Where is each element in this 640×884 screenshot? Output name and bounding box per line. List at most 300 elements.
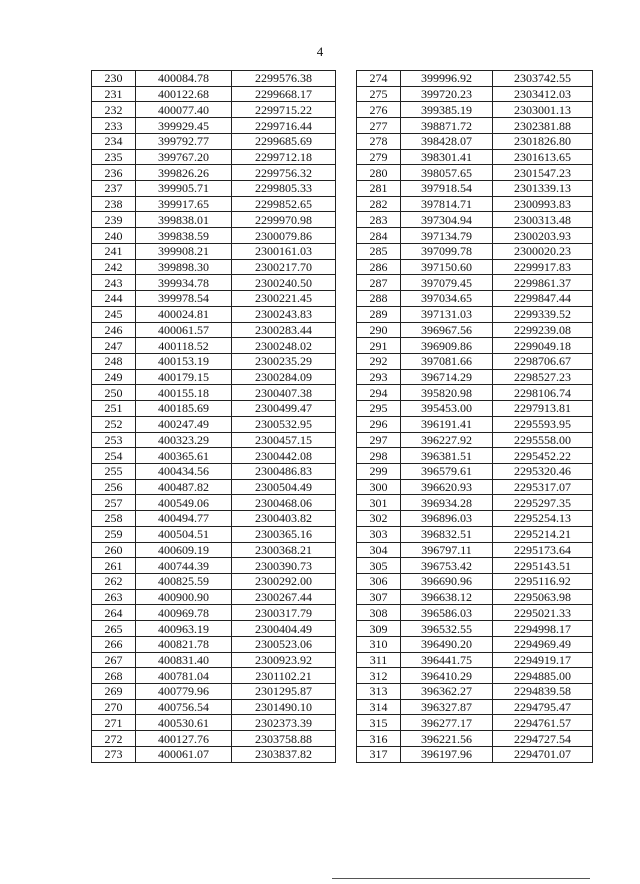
- point-number-cell: 298: [357, 448, 401, 464]
- x-coordinate-cell: 397099.78: [401, 243, 493, 259]
- y-coordinate-cell: 2295593.95: [493, 416, 593, 432]
- point-number-cell: 306: [357, 574, 401, 590]
- y-coordinate-cell: 2297913.81: [493, 401, 593, 417]
- y-coordinate-cell: 2301826.80: [493, 133, 593, 149]
- y-coordinate-cell: 2300292.00: [232, 574, 336, 590]
- y-coordinate-cell: 2299668.17: [232, 86, 336, 102]
- y-coordinate-cell: 2299861.37: [493, 275, 593, 291]
- x-coordinate-cell: 400323.29: [136, 432, 232, 448]
- x-coordinate-cell: 396690.96: [401, 574, 493, 590]
- x-coordinate-cell: 400900.90: [136, 589, 232, 605]
- x-coordinate-cell: 398057.65: [401, 165, 493, 181]
- x-coordinate-cell: 397814.71: [401, 196, 493, 212]
- y-coordinate-cell: 2295452.22: [493, 448, 593, 464]
- y-coordinate-cell: 2295214.21: [493, 526, 593, 542]
- table-row: [357, 353, 593, 369]
- table-row: [357, 196, 593, 212]
- point-number-cell: 233: [92, 118, 136, 134]
- y-coordinate-cell: 2302381.88: [493, 118, 593, 134]
- x-coordinate-cell: 400084.78: [136, 71, 232, 87]
- point-number-cell: 295: [357, 401, 401, 417]
- table-row: [92, 479, 336, 495]
- x-coordinate-cell: 396638.12: [401, 589, 493, 605]
- x-coordinate-cell: 396327.87: [401, 699, 493, 715]
- table-row: [357, 322, 593, 338]
- point-number-cell: 299: [357, 463, 401, 479]
- table-row: [357, 574, 593, 590]
- table-row: [357, 495, 593, 511]
- point-number-cell: 277: [357, 118, 401, 134]
- table-row: [357, 338, 593, 354]
- x-coordinate-cell: 396909.86: [401, 338, 493, 354]
- table-row: [92, 589, 336, 605]
- table-row: [357, 165, 593, 181]
- table-row: [357, 621, 593, 637]
- y-coordinate-cell: 2294727.54: [493, 731, 593, 747]
- y-coordinate-cell: 2300079.86: [232, 228, 336, 244]
- point-number-cell: 283: [357, 212, 401, 228]
- table-row: [357, 684, 593, 700]
- point-number-cell: 249: [92, 369, 136, 385]
- point-number-cell: 273: [92, 746, 136, 762]
- table-row: [92, 228, 336, 244]
- x-coordinate-cell: 396227.92: [401, 432, 493, 448]
- x-coordinate-cell: 400504.51: [136, 526, 232, 542]
- table-row: [92, 306, 336, 322]
- table-row: [357, 71, 593, 87]
- y-coordinate-cell: 2295254.13: [493, 511, 593, 527]
- x-coordinate-cell: 399767.20: [136, 149, 232, 165]
- x-coordinate-cell: 397081.66: [401, 353, 493, 369]
- y-coordinate-cell: 2295063.98: [493, 589, 593, 605]
- point-number-cell: 236: [92, 165, 136, 181]
- point-number-cell: 251: [92, 401, 136, 417]
- x-coordinate-cell: 400122.68: [136, 86, 232, 102]
- x-coordinate-cell: 400821.78: [136, 636, 232, 652]
- table-row: [92, 353, 336, 369]
- table-row: [357, 589, 593, 605]
- y-coordinate-cell: 2300235.29: [232, 353, 336, 369]
- x-coordinate-cell: 399908.21: [136, 243, 232, 259]
- x-coordinate-cell: 400247.49: [136, 416, 232, 432]
- point-number-cell: 255: [92, 463, 136, 479]
- x-coordinate-cell: 395453.00: [401, 401, 493, 417]
- coordinates-table-right: [356, 70, 593, 763]
- table-row: [357, 291, 593, 307]
- table-row: [92, 684, 336, 700]
- table-row: [357, 511, 593, 527]
- table-row: [357, 432, 593, 448]
- point-number-cell: 261: [92, 558, 136, 574]
- y-coordinate-cell: 2299917.83: [493, 259, 593, 275]
- point-number-cell: 230: [92, 71, 136, 87]
- y-coordinate-cell: 2294885.00: [493, 668, 593, 684]
- x-coordinate-cell: 400825.59: [136, 574, 232, 590]
- point-number-cell: 287: [357, 275, 401, 291]
- x-coordinate-cell: 396362.27: [401, 684, 493, 700]
- x-coordinate-cell: 400530.61: [136, 715, 232, 731]
- y-coordinate-cell: 2300365.16: [232, 526, 336, 542]
- x-coordinate-cell: 400609.19: [136, 542, 232, 558]
- point-number-cell: 308: [357, 605, 401, 621]
- point-number-cell: 312: [357, 668, 401, 684]
- y-coordinate-cell: 2300923.92: [232, 652, 336, 668]
- point-number-cell: 256: [92, 479, 136, 495]
- table-row: [92, 621, 336, 637]
- table-row: [357, 416, 593, 432]
- y-coordinate-cell: 2299805.33: [232, 181, 336, 197]
- y-coordinate-cell: 2300248.02: [232, 338, 336, 354]
- point-number-cell: 309: [357, 621, 401, 637]
- table-row: [92, 636, 336, 652]
- table-row: [357, 526, 593, 542]
- point-number-cell: 302: [357, 511, 401, 527]
- y-coordinate-cell: 2294761.57: [493, 715, 593, 731]
- x-coordinate-cell: 400155.18: [136, 385, 232, 401]
- x-coordinate-cell: 400549.06: [136, 495, 232, 511]
- y-coordinate-cell: 2300404.49: [232, 621, 336, 637]
- y-coordinate-cell: 2303412.03: [493, 86, 593, 102]
- table-row: [92, 181, 336, 197]
- table-row: [92, 149, 336, 165]
- x-coordinate-cell: 398301.41: [401, 149, 493, 165]
- table-row: [357, 479, 593, 495]
- y-coordinate-cell: 2303758.88: [232, 731, 336, 747]
- table-row: [357, 731, 593, 747]
- point-number-cell: 300: [357, 479, 401, 495]
- x-coordinate-cell: 400185.69: [136, 401, 232, 417]
- x-coordinate-cell: 396967.56: [401, 322, 493, 338]
- footer-rule: [332, 878, 590, 879]
- x-coordinate-cell: 400061.57: [136, 322, 232, 338]
- point-number-cell: 305: [357, 558, 401, 574]
- y-coordinate-cell: 2301102.21: [232, 668, 336, 684]
- table-row: [357, 243, 593, 259]
- x-coordinate-cell: 400779.96: [136, 684, 232, 700]
- table-row: [92, 401, 336, 417]
- y-coordinate-cell: 2294795.47: [493, 699, 593, 715]
- x-coordinate-cell: 396381.51: [401, 448, 493, 464]
- point-number-cell: 316: [357, 731, 401, 747]
- point-number-cell: 315: [357, 715, 401, 731]
- point-number-cell: 272: [92, 731, 136, 747]
- y-coordinate-cell: 2303742.55: [493, 71, 593, 87]
- point-number-cell: 268: [92, 668, 136, 684]
- table-row: [92, 416, 336, 432]
- table-body-right: [357, 71, 593, 763]
- table-row: [357, 668, 593, 684]
- point-number-cell: 263: [92, 589, 136, 605]
- table-row: [357, 636, 593, 652]
- point-number-cell: 259: [92, 526, 136, 542]
- table-row: [92, 432, 336, 448]
- x-coordinate-cell: 399996.92: [401, 71, 493, 87]
- table-row: [92, 133, 336, 149]
- table-row: [357, 448, 593, 464]
- table-row: [92, 71, 336, 87]
- x-coordinate-cell: 400127.76: [136, 731, 232, 747]
- table-row: [357, 149, 593, 165]
- table-row: [92, 196, 336, 212]
- table-row: [92, 652, 336, 668]
- table-row: [357, 715, 593, 731]
- x-coordinate-cell: 396797.11: [401, 542, 493, 558]
- y-coordinate-cell: 2300407.38: [232, 385, 336, 401]
- table-body-left: [92, 71, 336, 763]
- y-coordinate-cell: 2300284.09: [232, 369, 336, 385]
- x-coordinate-cell: 396441.75: [401, 652, 493, 668]
- table-row: [92, 715, 336, 731]
- y-coordinate-cell: 2300504.49: [232, 479, 336, 495]
- point-number-cell: 257: [92, 495, 136, 511]
- x-coordinate-cell: 399917.65: [136, 196, 232, 212]
- point-number-cell: 282: [357, 196, 401, 212]
- y-coordinate-cell: 2300523.06: [232, 636, 336, 652]
- table-row: [92, 542, 336, 558]
- page-number: 4: [316, 44, 324, 59]
- y-coordinate-cell: 2300499.47: [232, 401, 336, 417]
- y-coordinate-cell: 2301547.23: [493, 165, 593, 181]
- point-number-cell: 250: [92, 385, 136, 401]
- x-coordinate-cell: 399838.59: [136, 228, 232, 244]
- x-coordinate-cell: 397034.65: [401, 291, 493, 307]
- y-coordinate-cell: 2301613.65: [493, 149, 593, 165]
- x-coordinate-cell: 400781.04: [136, 668, 232, 684]
- table-row: [92, 463, 336, 479]
- table-row: [92, 212, 336, 228]
- point-number-cell: 313: [357, 684, 401, 700]
- point-number-cell: 278: [357, 133, 401, 149]
- y-coordinate-cell: 2303001.13: [493, 102, 593, 118]
- point-number-cell: 274: [357, 71, 401, 87]
- point-number-cell: 286: [357, 259, 401, 275]
- x-coordinate-cell: 396620.93: [401, 479, 493, 495]
- table-row: [357, 212, 593, 228]
- table-row: [92, 259, 336, 275]
- table-row: [357, 181, 593, 197]
- table-row: [357, 605, 593, 621]
- x-coordinate-cell: 400061.07: [136, 746, 232, 762]
- x-coordinate-cell: 399905.71: [136, 181, 232, 197]
- point-number-cell: 290: [357, 322, 401, 338]
- table-row: [357, 102, 593, 118]
- table-row: [92, 668, 336, 684]
- y-coordinate-cell: 2299049.18: [493, 338, 593, 354]
- y-coordinate-cell: 2300313.48: [493, 212, 593, 228]
- point-number-cell: 242: [92, 259, 136, 275]
- x-coordinate-cell: 399385.19: [401, 102, 493, 118]
- x-coordinate-cell: 399929.45: [136, 118, 232, 134]
- x-coordinate-cell: 397134.79: [401, 228, 493, 244]
- point-number-cell: 247: [92, 338, 136, 354]
- point-number-cell: 260: [92, 542, 136, 558]
- point-number-cell: 252: [92, 416, 136, 432]
- point-number-cell: 231: [92, 86, 136, 102]
- point-number-cell: 314: [357, 699, 401, 715]
- table-row: [92, 369, 336, 385]
- y-coordinate-cell: 2300486.83: [232, 463, 336, 479]
- point-number-cell: 258: [92, 511, 136, 527]
- point-number-cell: 291: [357, 338, 401, 354]
- y-coordinate-cell: 2299685.69: [232, 133, 336, 149]
- table-row: [92, 574, 336, 590]
- point-number-cell: 241: [92, 243, 136, 259]
- point-number-cell: 246: [92, 322, 136, 338]
- x-coordinate-cell: 399792.77: [136, 133, 232, 149]
- y-coordinate-cell: 2295317.07: [493, 479, 593, 495]
- table-row: [357, 746, 593, 762]
- point-number-cell: 310: [357, 636, 401, 652]
- table-row: [92, 495, 336, 511]
- y-coordinate-cell: 2300390.73: [232, 558, 336, 574]
- y-coordinate-cell: 2300468.06: [232, 495, 336, 511]
- table-row: [357, 133, 593, 149]
- table-row: [92, 731, 336, 747]
- table-row: [92, 291, 336, 307]
- x-coordinate-cell: 400487.82: [136, 479, 232, 495]
- y-coordinate-cell: 2300243.83: [232, 306, 336, 322]
- y-coordinate-cell: 2299239.08: [493, 322, 593, 338]
- point-number-cell: 270: [92, 699, 136, 715]
- table-row: [92, 558, 336, 574]
- x-coordinate-cell: 396934.28: [401, 495, 493, 511]
- point-number-cell: 317: [357, 746, 401, 762]
- y-coordinate-cell: 2300203.93: [493, 228, 593, 244]
- table-row: [357, 118, 593, 134]
- table-row: [357, 259, 593, 275]
- point-number-cell: 232: [92, 102, 136, 118]
- table-row: [357, 385, 593, 401]
- y-coordinate-cell: 2299847.44: [493, 291, 593, 307]
- table-row: [92, 526, 336, 542]
- x-coordinate-cell: 396832.51: [401, 526, 493, 542]
- y-coordinate-cell: 2300020.23: [493, 243, 593, 259]
- point-number-cell: 243: [92, 275, 136, 291]
- x-coordinate-cell: 397304.94: [401, 212, 493, 228]
- point-number-cell: 285: [357, 243, 401, 259]
- y-coordinate-cell: 2299756.32: [232, 165, 336, 181]
- x-coordinate-cell: 396410.29: [401, 668, 493, 684]
- point-number-cell: 294: [357, 385, 401, 401]
- x-coordinate-cell: 398428.07: [401, 133, 493, 149]
- y-coordinate-cell: 2295143.51: [493, 558, 593, 574]
- table-row: [92, 338, 336, 354]
- y-coordinate-cell: 2298106.74: [493, 385, 593, 401]
- table-row: [357, 86, 593, 102]
- point-number-cell: 238: [92, 196, 136, 212]
- point-number-cell: 288: [357, 291, 401, 307]
- x-coordinate-cell: 396277.17: [401, 715, 493, 731]
- point-number-cell: 262: [92, 574, 136, 590]
- y-coordinate-cell: 2299339.52: [493, 306, 593, 322]
- table-row: [357, 401, 593, 417]
- y-coordinate-cell: 2294919.17: [493, 652, 593, 668]
- table-row: [357, 652, 593, 668]
- y-coordinate-cell: 2295116.92: [493, 574, 593, 590]
- table-row: [92, 511, 336, 527]
- y-coordinate-cell: 2300240.50: [232, 275, 336, 291]
- y-coordinate-cell: 2295558.00: [493, 432, 593, 448]
- x-coordinate-cell: 400744.39: [136, 558, 232, 574]
- table-row: [92, 275, 336, 291]
- x-coordinate-cell: 400494.77: [136, 511, 232, 527]
- x-coordinate-cell: 400756.54: [136, 699, 232, 715]
- y-coordinate-cell: 2299970.98: [232, 212, 336, 228]
- y-coordinate-cell: 2294701.07: [493, 746, 593, 762]
- table-row: [357, 699, 593, 715]
- point-number-cell: 254: [92, 448, 136, 464]
- table-row: [92, 86, 336, 102]
- y-coordinate-cell: 2301339.13: [493, 181, 593, 197]
- y-coordinate-cell: 2295021.33: [493, 605, 593, 621]
- y-coordinate-cell: 2300283.44: [232, 322, 336, 338]
- point-number-cell: 276: [357, 102, 401, 118]
- x-coordinate-cell: 400077.40: [136, 102, 232, 118]
- x-coordinate-cell: 396191.41: [401, 416, 493, 432]
- y-coordinate-cell: 2300217.70: [232, 259, 336, 275]
- coordinates-table-left: [91, 70, 336, 763]
- table-row: [92, 699, 336, 715]
- x-coordinate-cell: 400969.78: [136, 605, 232, 621]
- table-row: [357, 275, 593, 291]
- x-coordinate-cell: 400118.52: [136, 338, 232, 354]
- x-coordinate-cell: 396753.42: [401, 558, 493, 574]
- point-number-cell: 234: [92, 133, 136, 149]
- y-coordinate-cell: 2295297.35: [493, 495, 593, 511]
- y-coordinate-cell: 2295173.64: [493, 542, 593, 558]
- y-coordinate-cell: 2299576.38: [232, 71, 336, 87]
- y-coordinate-cell: 2299712.18: [232, 149, 336, 165]
- point-number-cell: 244: [92, 291, 136, 307]
- point-number-cell: 264: [92, 605, 136, 621]
- point-number-cell: 289: [357, 306, 401, 322]
- table-row: [92, 118, 336, 134]
- table-row: [357, 369, 593, 385]
- point-number-cell: 301: [357, 495, 401, 511]
- y-coordinate-cell: 2299715.22: [232, 102, 336, 118]
- point-number-cell: 267: [92, 652, 136, 668]
- x-coordinate-cell: 397079.45: [401, 275, 493, 291]
- y-coordinate-cell: 2299716.44: [232, 118, 336, 134]
- point-number-cell: 284: [357, 228, 401, 244]
- y-coordinate-cell: 2299852.65: [232, 196, 336, 212]
- y-coordinate-cell: 2300368.21: [232, 542, 336, 558]
- x-coordinate-cell: 395820.98: [401, 385, 493, 401]
- y-coordinate-cell: 2300457.15: [232, 432, 336, 448]
- y-coordinate-cell: 2294969.49: [493, 636, 593, 652]
- x-coordinate-cell: 396490.20: [401, 636, 493, 652]
- x-coordinate-cell: 396197.96: [401, 746, 493, 762]
- point-number-cell: 311: [357, 652, 401, 668]
- x-coordinate-cell: 399898.30: [136, 259, 232, 275]
- y-coordinate-cell: 2300442.08: [232, 448, 336, 464]
- x-coordinate-cell: 396532.55: [401, 621, 493, 637]
- x-coordinate-cell: 400831.40: [136, 652, 232, 668]
- table-row: [92, 243, 336, 259]
- point-number-cell: 281: [357, 181, 401, 197]
- table-row: [92, 605, 336, 621]
- x-coordinate-cell: 397918.54: [401, 181, 493, 197]
- y-coordinate-cell: 2300267.44: [232, 589, 336, 605]
- table-row: [357, 542, 593, 558]
- x-coordinate-cell: 396221.56: [401, 731, 493, 747]
- y-coordinate-cell: 2301295.87: [232, 684, 336, 700]
- point-number-cell: 245: [92, 306, 136, 322]
- y-coordinate-cell: 2300221.45: [232, 291, 336, 307]
- point-number-cell: 248: [92, 353, 136, 369]
- table-row: [92, 165, 336, 181]
- y-coordinate-cell: 2300403.82: [232, 511, 336, 527]
